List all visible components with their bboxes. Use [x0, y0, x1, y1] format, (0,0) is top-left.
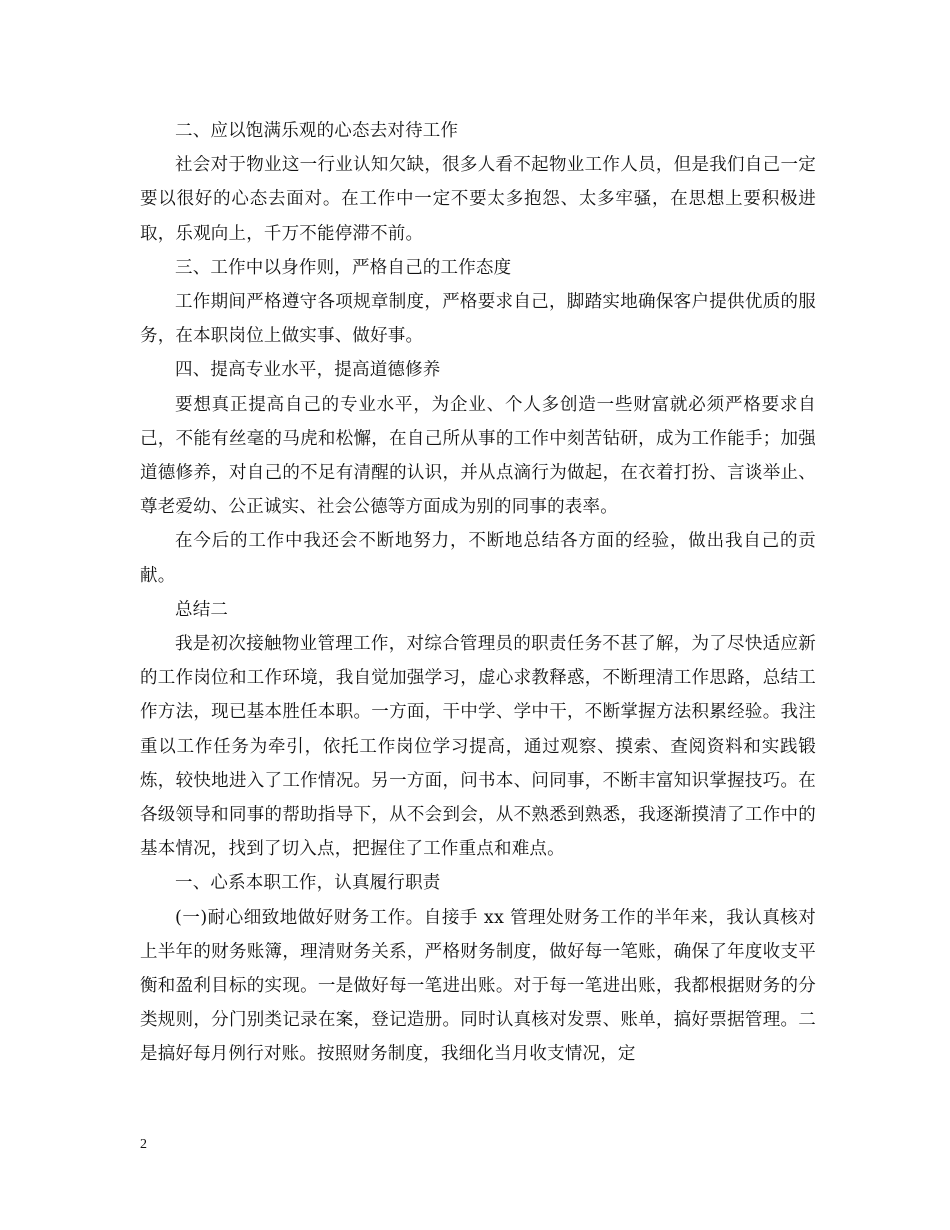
page-number: 2	[140, 1137, 147, 1152]
body-paragraph: (一)耐心细致地做好财务工作。自接手 xx 管理处财务工作的半年来，我认真核对上半年的财务账簿，理清财务关系，严格财务制度，做好每一笔账，确保了年度收支平衡和盈利目标的实现。一是做好每一笔进出账。对于每一笔进出账，我都根据财务的分类规则，分门别类记录在案，登记造册。同时认真核对发票、账单，搞好票据管理。二是搞好每月例行对账。按照财务制度，我细化当月收支情况，定	[140, 907, 816, 1065]
body-paragraph: 工作期间严格遵守各项规章制度，严格要求自己，脚踏实地确保客户提供优质的服务，在本职岗位上做实事、做好事。	[140, 292, 816, 347]
summary-heading: 总结二	[175, 599, 229, 620]
section-heading-4: 四、提高专业水平，提高道德修养	[175, 360, 441, 381]
body-paragraph: 我是初次接触物业管理工作，对综合管理员的职责任务不甚了解，为了尽快适应新的工作岗位和工作环境，我自觉加强学习，虚心求教释惑，不断理清工作思路，总结工作方法，现已基本胜任本职。一方面，干中学、学中干，不断掌握方法积累经验。我注重以工作任务为牵引，依托工作岗位学习提高，通过观察、摸索、查阅资料和实践锻炼，较快地进入了工作情况。另一方面，问书本、问同事，不断丰富知识掌握技巧。在各级领导和同事的帮助指导下，从不会到会，从不熟悉到熟悉，我逐渐摸清了工作中的基本情况，找到了切入点，把握住了工作重点和难点。	[140, 634, 816, 860]
section-heading-3: 三、工作中以身作则，严格自己的工作态度	[175, 257, 512, 278]
section-heading-2: 二、应以饱满乐观的心态去对待工作	[175, 121, 459, 141]
section-heading-1: 一、心系本职工作，认真履行职责	[175, 873, 441, 894]
body-paragraph: 在今后的工作中我还会不断地努力，不断地总结各方面的经验，做出我自己的贡献。	[140, 531, 816, 586]
body-paragraph: 社会对于物业这一行业认知欠缺，很多人看不起物业工作人员，但是我们自己一定要以很好的心态去面对。在工作中一定不要太多抱怨、太多牢骚，在思想上要积极进取，乐观向上，千万不能停滞不前。	[140, 155, 816, 244]
body-paragraph: 要想真正提高自己的专业水平，为企业、个人多创造一些财富就必须严格要求自己，不能有丝毫的马虎和松懈，在自己所从事的工作中刻苦钻研，成为工作能手；加强道德修养，对自己的不足有清醒的认识，并从点滴行为做起，在衣着打扮、言谈举止、尊老爱幼、公正诚实、社会公德等方面成为别的同事的表率。	[140, 394, 816, 518]
document-body	[140, 114, 816, 1072]
